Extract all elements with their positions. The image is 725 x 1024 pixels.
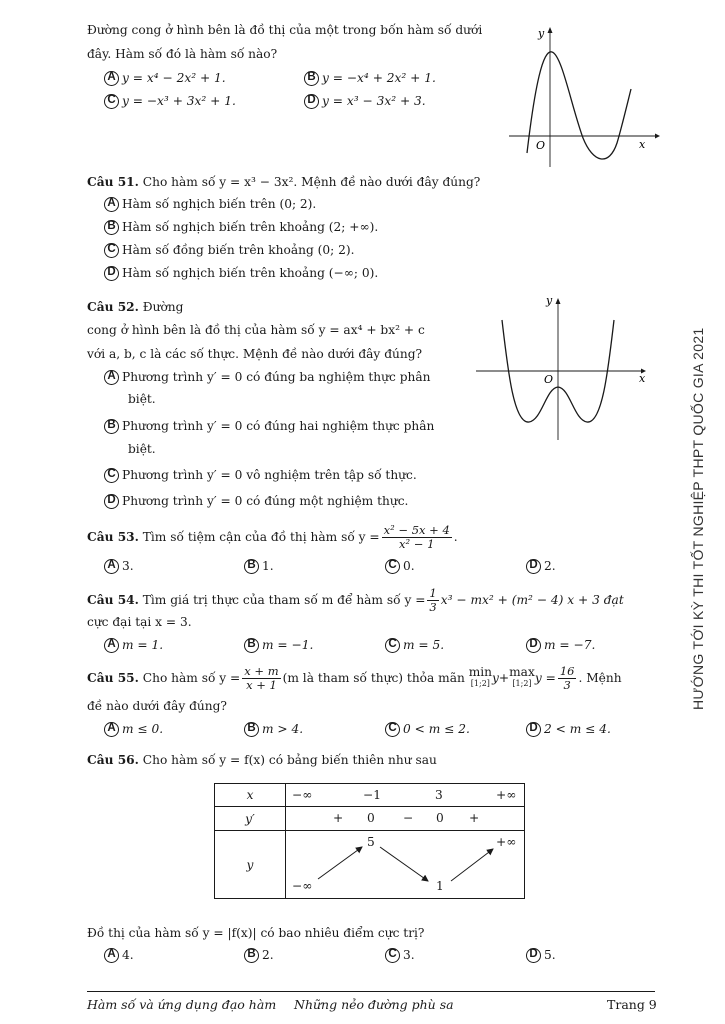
q55-frac-den: x + 1 <box>246 677 277 692</box>
variation-head-y: y <box>215 831 286 899</box>
q52-line1: Đường <box>142 300 184 314</box>
q54-option-c-text: m = 5. <box>403 638 445 652</box>
q52-option-d[interactable] <box>104 493 408 509</box>
q53-fraction <box>382 524 452 551</box>
option-letter-a: A <box>104 722 119 737</box>
q53-option-b-text: 1. <box>262 559 274 573</box>
q54-stem <box>87 585 624 615</box>
option-letter-b: B <box>304 71 319 86</box>
q55-text-c: . Mệnh <box>578 671 622 685</box>
option-letter-c: C <box>104 243 119 258</box>
q55-label: Câu 55. <box>87 671 139 685</box>
q56-stem <box>87 752 437 768</box>
variation-arrows <box>286 831 524 899</box>
y-value-1: 1 <box>436 879 444 893</box>
q54-option-d-text: m = −7. <box>544 638 596 652</box>
q56-option-a[interactable] <box>104 947 134 963</box>
q55-option-c-text: 0 < m ≤ 2. <box>403 722 470 736</box>
q50-option-a-text: y = x⁴ − 2x² + 1. <box>122 71 226 85</box>
q50-option-d[interactable] <box>304 93 426 109</box>
q53-stem: Câu 53. Tìm số tiệm cận của đồ thị hàm số y = $\frac{\text{x² − 5x + 4}}{\text{x² − 1}}$ . <box>87 522 458 551</box>
q53-option-c[interactable] <box>385 558 415 574</box>
y-arrow-icon <box>556 298 561 304</box>
q55-option-d[interactable] <box>526 721 611 737</box>
q51-option-d[interactable] <box>104 265 378 281</box>
q54-option-a[interactable] <box>104 637 163 653</box>
yprime-zero-2: 0 <box>436 811 444 825</box>
q55-rhs-fraction <box>558 665 577 692</box>
q55-rhs-num: 16 <box>559 663 575 678</box>
q51-option-a-text: Hàm số nghịch biến trên (0; 2). <box>122 197 317 211</box>
q56-option-c[interactable] <box>385 947 415 963</box>
q52-option-b[interactable] <box>104 418 434 434</box>
q50-option-b[interactable] <box>304 70 436 86</box>
option-letter-b: B <box>244 722 259 737</box>
y-value-5: 5 <box>367 835 375 849</box>
option-letter-c: C <box>104 94 119 109</box>
q53-option-b[interactable] <box>244 558 274 574</box>
q52-option-b-text: Phương trình y′ = 0 có đúng hai nghiệm thực phân <box>122 419 435 433</box>
q50-line1: Đường cong ở hình bên là đồ thị của một trong bốn hàm số dưới <box>87 23 483 37</box>
q55-max-label: max <box>509 665 535 679</box>
variation-head-yprime: y′ <box>215 807 286 831</box>
option-letter-d: D <box>104 266 119 281</box>
q53-frac-num: x² − 5x + 4 <box>383 522 450 537</box>
footer-left: Hàm số và ứng dụng đạo hàm <box>87 997 277 1012</box>
option-letter-d: D <box>526 559 541 574</box>
variation-yprime-values <box>286 807 525 831</box>
q51-option-b[interactable] <box>104 219 378 235</box>
y-arrow-icon <box>548 27 553 33</box>
q52-y-label: y <box>546 294 553 307</box>
q56-label: Câu 56. <box>87 753 139 767</box>
q56-text: Cho hàm số y = f(x) có bảng biến thiên như sau <box>142 753 437 767</box>
q55-option-a-text: m ≤ 0. <box>122 722 164 736</box>
footer-rule <box>87 991 655 992</box>
q50-option-a[interactable] <box>104 70 226 86</box>
q52-origin-label: O <box>544 373 554 386</box>
variation-row-yprime <box>215 807 525 831</box>
q51-stem <box>87 174 480 190</box>
option-letter-a: A <box>104 197 119 212</box>
x-value-pos-inf: +∞ <box>496 788 517 802</box>
q56-option-b[interactable] <box>244 947 274 963</box>
q56-option-d[interactable] <box>526 947 556 963</box>
option-letter-b: B <box>244 559 259 574</box>
q55-max-interval: [1;2] <box>512 679 532 688</box>
q54-frac-num: 1 <box>429 585 437 600</box>
q53-label: Câu 53. <box>87 530 139 544</box>
q53-option-c-text: 0. <box>403 559 415 573</box>
q55-min-interval: [1;2] <box>470 679 490 688</box>
q55-fraction <box>242 665 280 692</box>
option-letter-c: C <box>104 468 119 483</box>
variation-x-values <box>286 784 525 807</box>
option-letter-c: C <box>385 638 400 653</box>
q55-text-a: Cho hàm số y = <box>142 671 241 685</box>
footer-page-number: Trang 9 <box>607 997 657 1012</box>
q52-option-b-cont: biệt. <box>128 442 156 456</box>
y-value-neg-inf: −∞ <box>292 879 313 893</box>
option-letter-a: A <box>104 948 119 963</box>
q51-option-c-text: Hàm số đồng biến trên khoảng (0; 2). <box>122 243 355 257</box>
q50-option-c[interactable] <box>104 93 236 109</box>
q50-line2: đây. Hàm số đó là hàm số nào? <box>87 47 278 61</box>
q56-option-c-text: 3. <box>403 948 415 962</box>
q50-option-c-text: y = −x³ + 3x² + 1. <box>122 94 236 108</box>
side-title: HƯỚNG TỚI KỲ THI TỐT NGHIỆP THPT QUỐC GIA 2021 <box>690 327 706 710</box>
q51-text: Cho hàm số y = x³ − 3x². Mệnh đề nào dưới đây đúng? <box>142 175 481 189</box>
q55-option-d-text: 2 < m ≤ 4. <box>544 722 611 736</box>
q55-stem <box>87 662 622 694</box>
q55-plus: + <box>498 671 510 685</box>
arrow-increasing-2 <box>451 849 493 881</box>
option-letter-c: C <box>385 559 400 574</box>
q51-option-d-text: Hàm số nghịch biến trên khoảng (−∞; 0). <box>122 266 379 280</box>
option-letter-b: B <box>244 638 259 653</box>
footer-middle: Những nẻo đường phù sa <box>294 997 454 1012</box>
q52-option-c-text: Phương trình y′ = 0 vô nghiệm trên tập số thực. <box>122 468 417 482</box>
x-value-neg-inf: −∞ <box>292 788 313 802</box>
yprime-zero-1: 0 <box>367 811 375 825</box>
option-letter-d: D <box>526 638 541 653</box>
q52-line3: với a, b, c là các số thực. Mệnh đề nào dưới đây đúng? <box>87 347 423 361</box>
option-letter-a: A <box>104 559 119 574</box>
x-arrow-icon <box>655 134 660 139</box>
q54-option-c[interactable] <box>385 637 444 653</box>
q55-line2: đề nào dưới đây đúng? <box>87 699 227 713</box>
q54-text-b: x³ − mx² + (m² − 4) x + 3 đạt <box>440 593 624 607</box>
q52-graph <box>474 292 654 442</box>
q52-option-a-cont: biệt. <box>128 392 156 406</box>
q55-rhs-den: 3 <box>563 677 571 692</box>
q52-option-a-text: Phương trình y′ = 0 có đúng ba nghiệm thực phân <box>122 370 431 384</box>
yprime-sign-2: − <box>403 811 414 825</box>
q52-option-c[interactable] <box>104 467 417 483</box>
option-letter-c: C <box>385 948 400 963</box>
option-letter-d: D <box>526 948 541 963</box>
option-letter-b: B <box>104 419 119 434</box>
variation-head-x: x <box>215 784 286 807</box>
q55-min <box>469 667 492 689</box>
option-letter-a: A <box>104 370 119 385</box>
q55-equals: = <box>545 671 556 685</box>
option-letter-b: B <box>104 220 119 235</box>
x-value-minus-1: −1 <box>363 788 381 802</box>
arrow-decreasing <box>380 847 428 881</box>
variation-row-y <box>215 831 525 899</box>
q56-question: Đồ thị của hàm số y = |f(x)| có bao nhiêu điểm cực trị? <box>87 926 425 940</box>
q53-option-d-text: 2. <box>544 559 556 573</box>
option-letter-a: A <box>104 71 119 86</box>
q52-option-a[interactable] <box>104 369 430 385</box>
option-letter-c: C <box>385 722 400 737</box>
q54-option-b[interactable] <box>244 637 313 653</box>
q50-x-label: x <box>639 138 646 151</box>
option-letter-b: B <box>244 948 259 963</box>
q50-option-b-text: y = −x⁴ + 2x² + 1. <box>322 71 436 85</box>
q54-fraction <box>427 587 438 614</box>
variation-y-values <box>286 831 525 899</box>
q53-option-d[interactable] <box>526 558 556 574</box>
yprime-sign-1: + <box>333 811 344 825</box>
q53-option-a-text: 3. <box>122 559 134 573</box>
q56-option-b-text: 2. <box>262 948 274 962</box>
q53-option-a[interactable] <box>104 558 134 574</box>
q51-option-a[interactable] <box>104 196 316 212</box>
q52-x-label: x <box>639 372 646 385</box>
q55-text-b: (m là tham số thực) thỏa mãn <box>282 671 465 685</box>
q50-option-d-text: y = x³ − 3x² + 3. <box>322 94 426 108</box>
y-value-pos-inf: +∞ <box>496 835 517 849</box>
q55-option-a[interactable] <box>104 721 163 737</box>
q50-graph <box>505 25 660 170</box>
yprime-sign-3: + <box>469 811 480 825</box>
variation-table <box>214 783 525 899</box>
q55-frac-num: x + m <box>244 663 279 678</box>
q53-text: Tìm số tiệm cận của đồ thị hàm số y = <box>142 530 380 544</box>
q54-line2: cực đại tại x = 3. <box>87 615 192 629</box>
q54-option-d[interactable] <box>526 637 595 653</box>
q52-option-d-text: Phương trình y′ = 0 có đúng một nghiệm thực. <box>122 494 409 508</box>
q51-option-b-text: Hàm số nghịch biến trên khoảng (2; +∞). <box>122 220 379 234</box>
q51-label: Câu 51. <box>87 175 139 189</box>
arrow-increasing-1 <box>318 847 362 879</box>
q50-origin-label: O <box>536 139 546 152</box>
option-letter-a: A <box>104 638 119 653</box>
q54-option-a-text: m = 1. <box>122 638 164 652</box>
option-letter-d: D <box>104 494 119 509</box>
q56-option-d-text: 5. <box>544 948 556 962</box>
q55-max-var: y <box>534 671 542 685</box>
variation-row-x <box>215 784 525 807</box>
q56-option-a-text: 4. <box>122 948 134 962</box>
q52-line2: cong ở hình bên là đồ thị của hàm số y = ax⁴ + bx² + c <box>87 323 425 337</box>
q50-y-label: y <box>538 27 545 40</box>
option-letter-d: D <box>526 722 541 737</box>
q52-stem <box>87 299 183 315</box>
q55-option-b[interactable] <box>244 721 303 737</box>
q52-label: Câu 52. <box>87 300 139 314</box>
q55-max <box>509 667 535 689</box>
option-letter-d: D <box>304 94 319 109</box>
q54-option-b-text: m = −1. <box>262 638 314 652</box>
q55-min-label: min <box>468 665 493 679</box>
x-value-3: 3 <box>435 788 443 802</box>
q55-option-c[interactable] <box>385 721 470 737</box>
q54-label: Câu 54. <box>87 593 139 607</box>
q55-option-b-text: m > 4. <box>262 722 304 736</box>
q54-frac-den: 3 <box>429 599 437 614</box>
q55-min-var: y <box>492 671 499 685</box>
q51-option-c[interactable] <box>104 242 355 258</box>
q53-frac-den: x² − 1 <box>399 536 435 551</box>
q54-text-a: Tìm giá trị thực của tham số m để hàm số y = <box>142 593 426 607</box>
